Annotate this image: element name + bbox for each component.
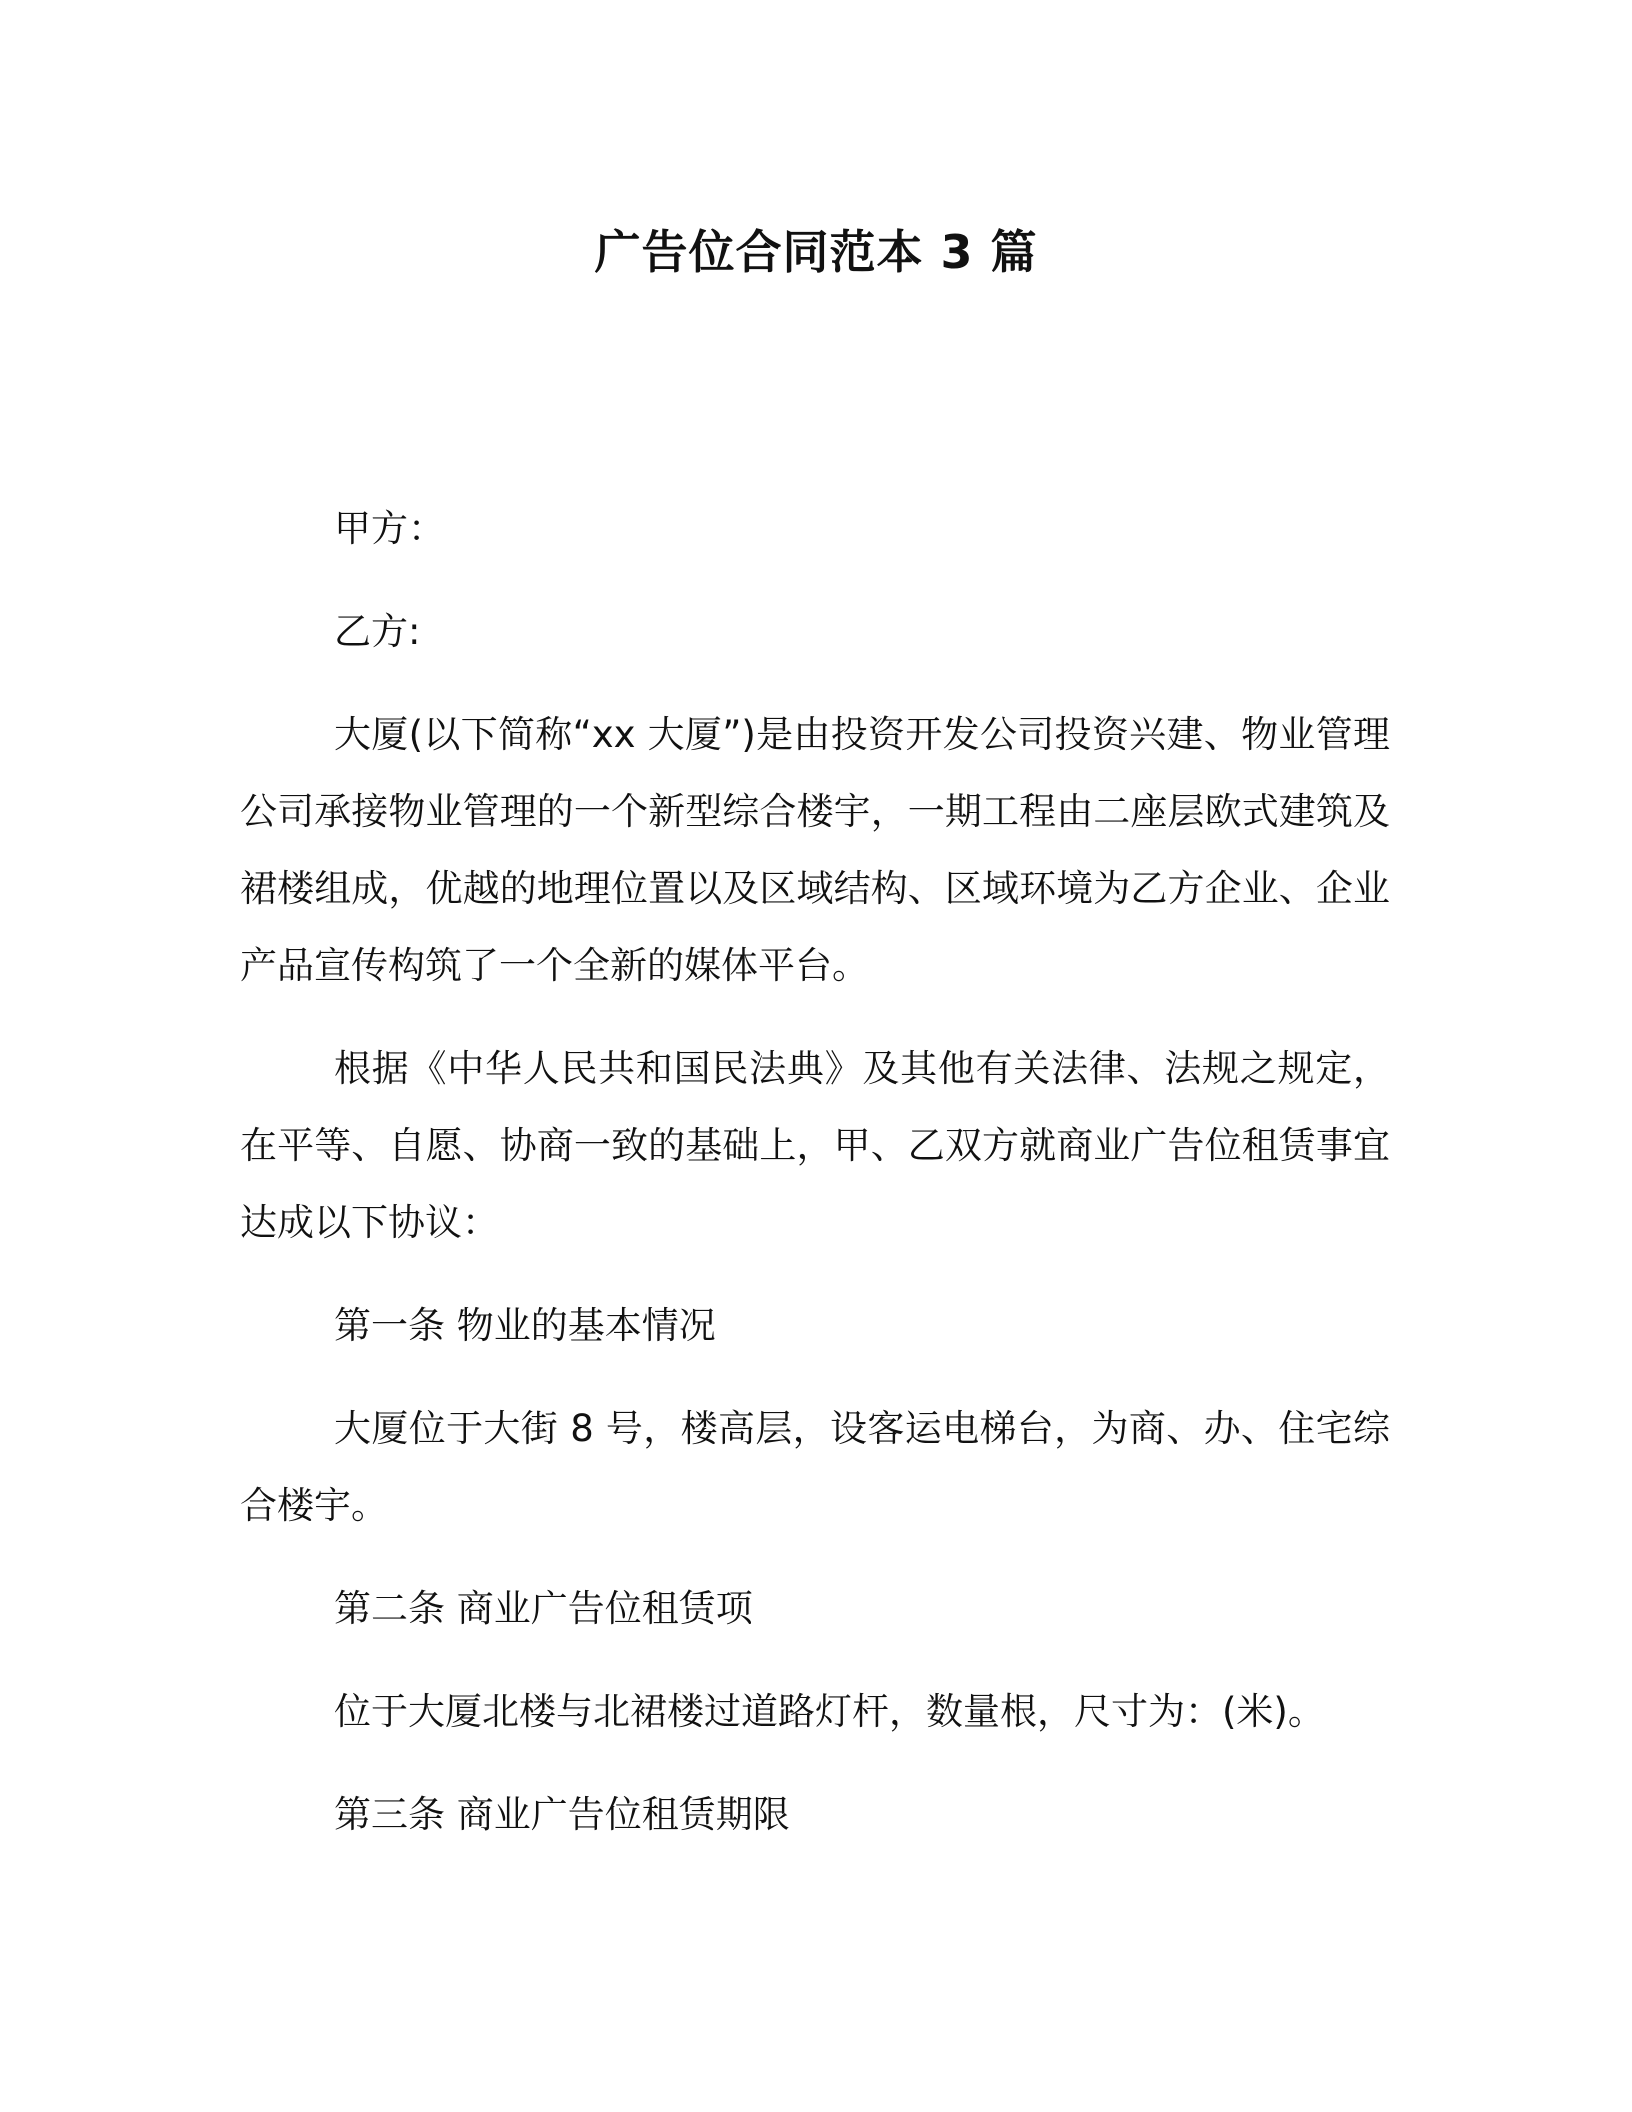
party-b-label: 乙方: (334, 610, 421, 653)
article-2-title: 第二条 商业广告位租赁项 (334, 1587, 753, 1630)
article-3-title: 第三条 商业广告位租赁期限 (334, 1793, 790, 1836)
article-1-title: 第一条 物业的基本情况 (334, 1304, 716, 1347)
party-a-label: 甲方： (334, 507, 445, 550)
article-2-body: 位于大厦北楼与北裙楼过道路灯杆，数量根，尺寸为：(米)。 (334, 1690, 1325, 1733)
intro-paragraph: 大厦(以下简称“xx 大厦”)是由投资开发公司投资兴建、物业管理公司承接物业管理的一个新型综合楼宇，一期工程由二座层欧式建筑及裙楼组成，优越的地理位置以及区域结构、区域环境为乙方企业、企业产品宣传构筑了一个全新的媒体平台。 (240, 713, 1390, 987)
document-title: 广告位合同范本 3 篇 (594, 225, 1038, 279)
basis-paragraph: 根据《中华人民共和国民法典》及其他有关法律、法规之规定，在平等、自愿、协商一致的基础上，甲、乙双方就商业广告位租赁事宜达成以下协议： (240, 1047, 1390, 1244)
article-1-body: 大厦位于大街 8 号，楼高层，设客运电梯台，为商、办、住宅综合楼宇。 (240, 1407, 1390, 1527)
document-body (240, 490, 1390, 1879)
